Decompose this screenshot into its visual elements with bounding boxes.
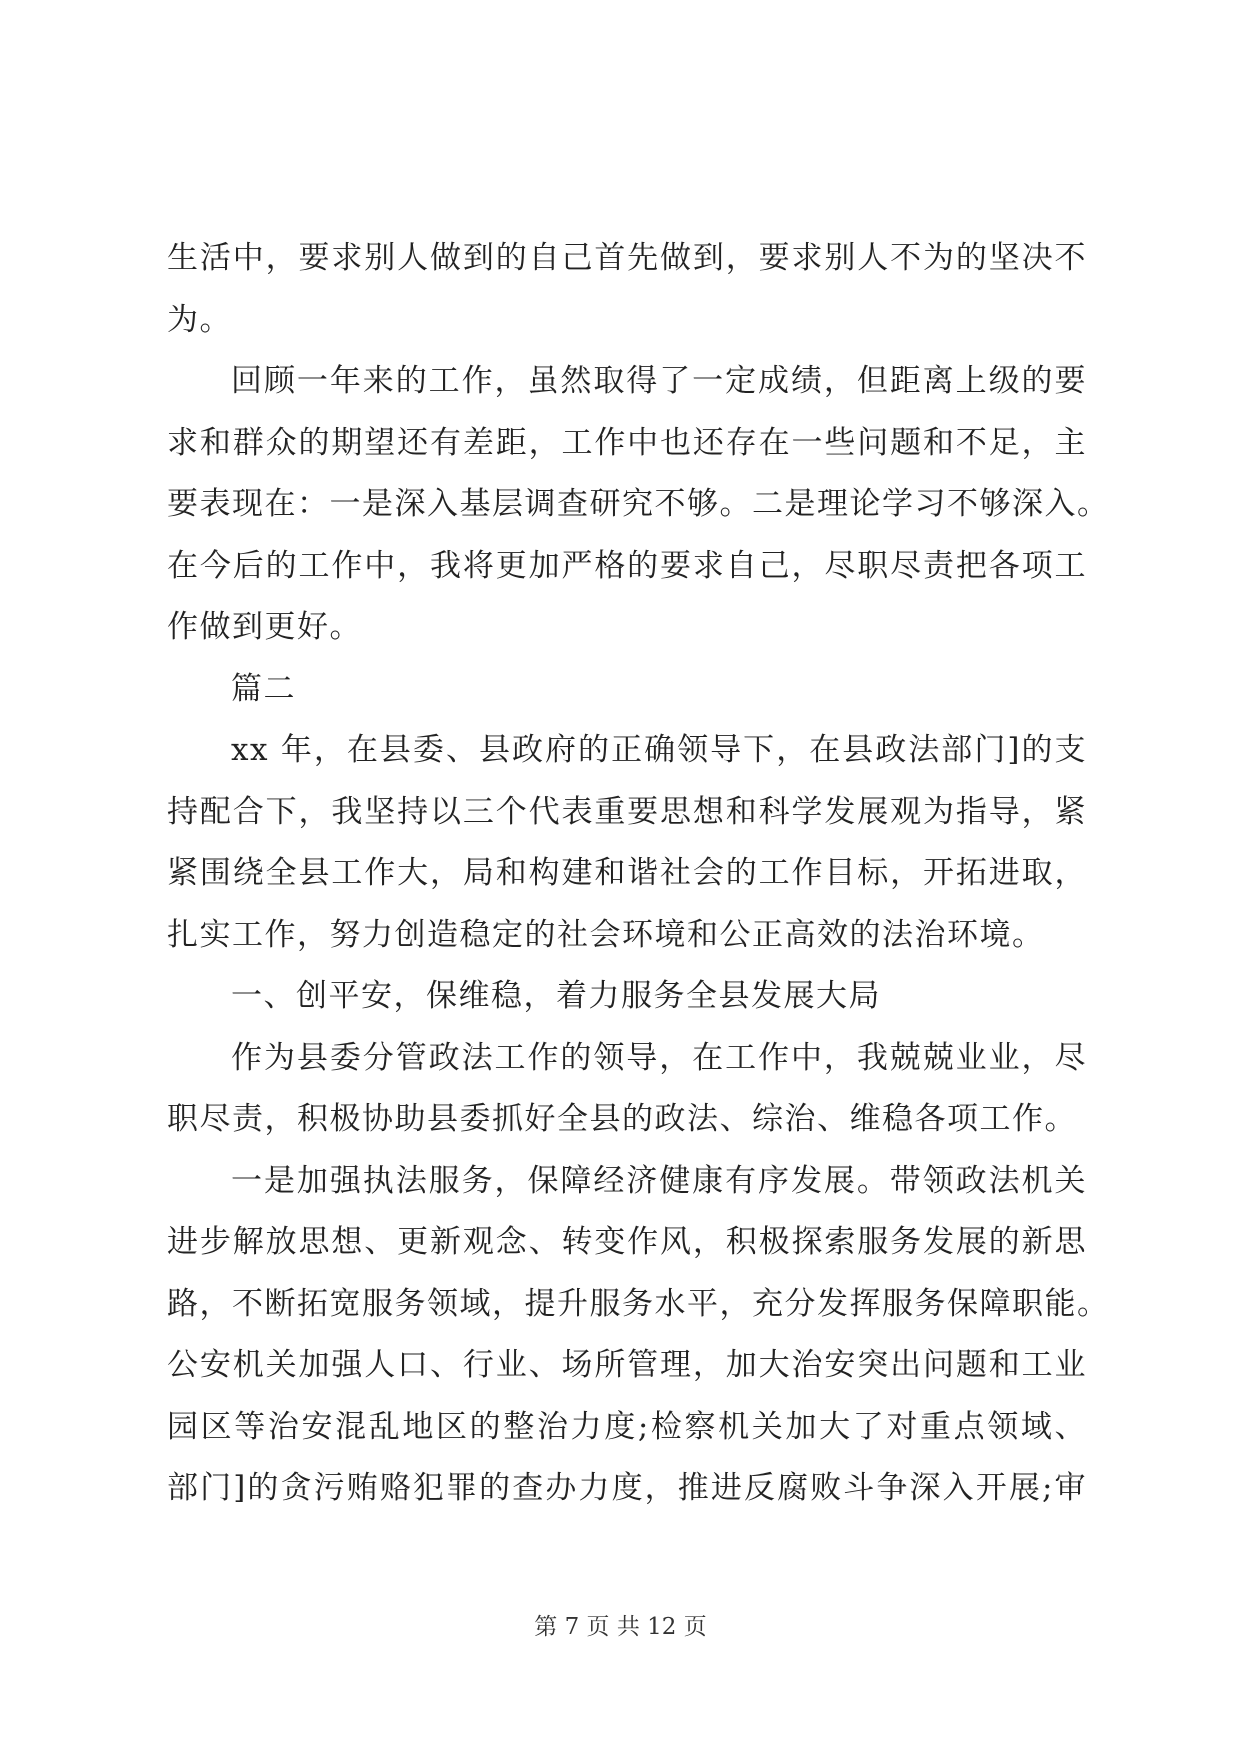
text-line: 在今后的工作中，我将更加严格的要求自己，尽职尽责把各项工 — [167, 547, 1087, 584]
text-line: 篇二 — [231, 670, 296, 707]
text-line: 紧围绕全县工作大，局和构建和谐社会的工作目标，开拓进取， — [167, 855, 1087, 891]
text-line: 持配合下，我坚持以三个代表重要思想和科学发展观为指导，紧 — [167, 793, 1087, 830]
text-line: 进步解放思想、更新观念、转变作风，积极探索服务发展的新思 — [167, 1224, 1087, 1260]
text-line: 生活中，要求别人做到的自己首先做到，要求别人不为的坚决不 — [167, 240, 1087, 276]
text-line: 部门]的贪污贿赂犯罪的查办力度，推进反腐败斗争深入开展;审 — [167, 1470, 1087, 1506]
text-line: 要表现在：一是深入基层调查研究不够。二是理论学习不够深入。 — [167, 486, 1110, 522]
text-line: 职尽责，积极协助县委抓好全县的政法、综治、维稳各项工作。 — [167, 1101, 1077, 1137]
text-line: xx 年，在县委、县政府的正确领导下，在县政法部门]的支 — [231, 732, 1087, 768]
body-text — [167, 228, 1110, 1520]
text-line: 作为县委分管政法工作的领导，在工作中，我兢兢业业，尽 — [231, 1039, 1087, 1076]
text-line: 回顾一年来的工作，虽然取得了一定成绩，但距离上级的要 — [231, 363, 1087, 399]
text-line: 扎实工作，努力创造稳定的社会环境和公正高效的法治环境。 — [167, 916, 1045, 953]
text-line: 公安机关加强人口、行业、场所管理，加大治安突出问题和工业 — [167, 1347, 1087, 1383]
text-line: 一、创平安，保维稳，着力服务全县发展大局 — [231, 978, 881, 1014]
page-footer: 第 7 页 共 12 页 — [534, 1614, 707, 1640]
text-line: 求和群众的期望还有差距，工作中也还存在一些问题和不足，主 — [167, 424, 1087, 461]
text-line: 一是加强执法服务，保障经济健康有序发展。带领政法机关 — [231, 1162, 1087, 1199]
text-line: 为。 — [167, 301, 232, 338]
text-line: 园区等治安混乱地区的整治力度;检察机关加大了对重点领域、 — [167, 1408, 1087, 1445]
text-line: 路，不断拓宽服务领域，提升服务水平，充分发挥服务保障职能。 — [167, 1285, 1110, 1322]
text-line: 作做到更好。 — [167, 609, 362, 645]
